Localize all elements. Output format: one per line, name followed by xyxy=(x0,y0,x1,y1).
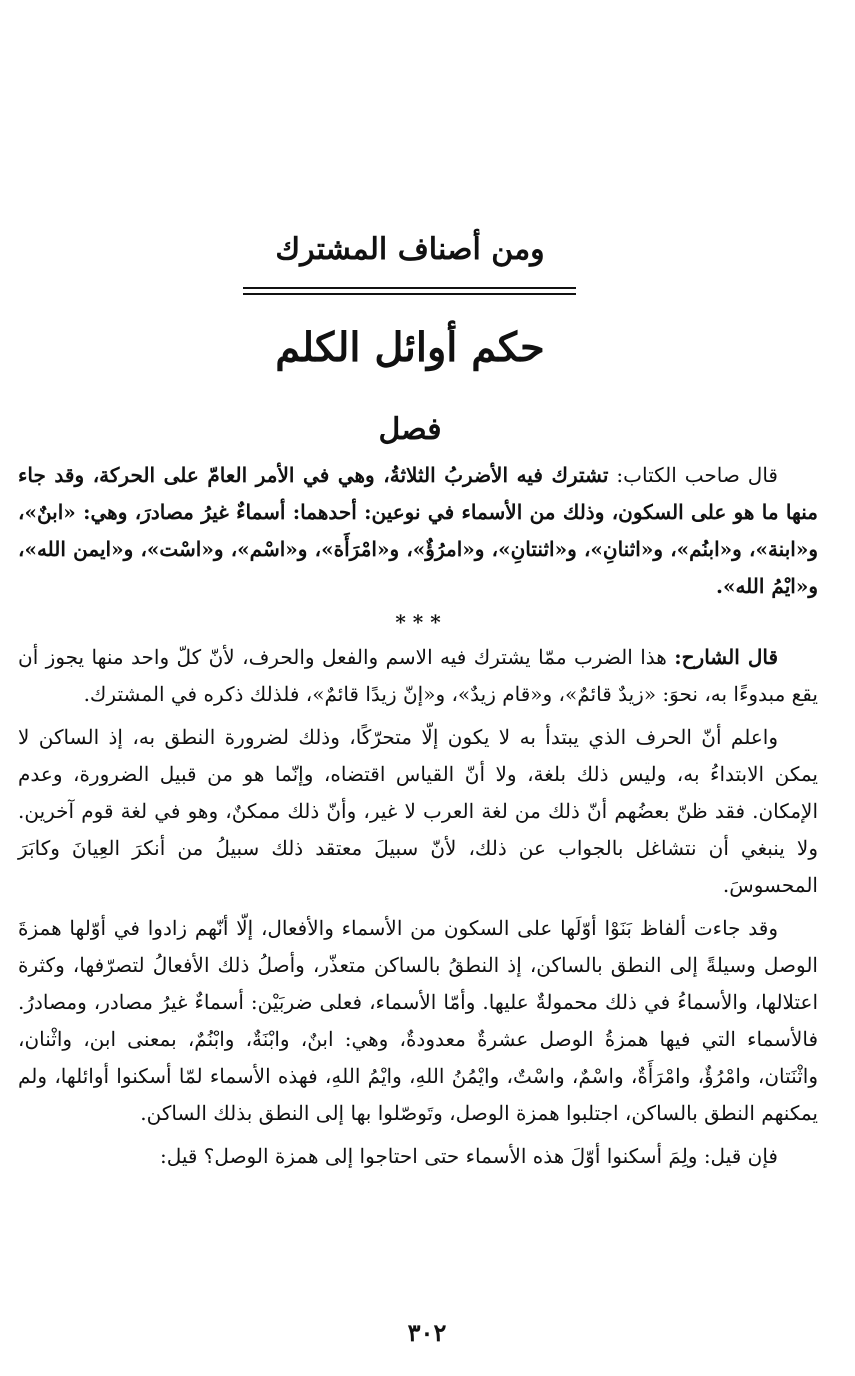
section-separator: * * * xyxy=(395,610,441,634)
section-heading: ومن أصناف المشترك xyxy=(275,232,545,267)
page-body xyxy=(18,457,818,1175)
matn-paragraph xyxy=(18,457,818,605)
body-paragraph: واعلم أنّ الحرف الذي يبتدأ به لا يكون إلّا متحرّكًا، وذلك لضرورة النطق به، إذ الساكن لا يمكن الابتداءُ به، وليس ذلك بلغة، ولا أنّ القياس اقتضاه، وإنّما هو من قبيل الضرورة، وعدم الإمكان. فقد ظنّ بعضُهم أنّ ذلك من لغة العرب لا غير، وأنّ ذلك ممكنٌ، وهو في لغة قوم آخرين. ولا ينبغي أن نتشاغل بالجواب عن ذلك، لأنّ سبيلَ معتقد ذلك سبيلُ من أنكرَ العِيانَ وكابَرَ المحسوسَ. xyxy=(18,725,818,897)
matn-text: تشترك فيه الأضربُ الثلاثةُ، وهي في الأمر العامّ على الحركة، وقد جاء منها ما هو على السكون، وذلك من الأسماء في نوعين: أحدهما: أسماءٌ غيرُ مصادرَ، وهي: «ابنٌ»، و«ابنة»، و«ابنُم»، و«اثنانِ»، و«اثنتانِ»، و«امرُؤٌ»، و«امْرَأَة»، و«اسْم»، و«اسْت»، و«ايمن الله»، و«ايْمُ الله». xyxy=(18,463,818,598)
double-rule-divider xyxy=(243,287,576,295)
page-number: ٣٠٢ xyxy=(407,1318,447,1347)
matn-intro: قال صاحب الكتاب: xyxy=(616,463,778,487)
fasl-heading: فصل xyxy=(378,412,442,447)
sharh-paragraph xyxy=(18,639,818,713)
body-paragraph: وقد جاءت ألفاظ بَنَوْا أوّلَها على السكون من الأسماء والأفعال، إلّا أنّهم زادوا في أوّلها همزةَ الوصل وسيلةً إلى النطق بالساكن، إذ النطقُ بالساكن متعذّر، وأصلُ ذلك الأفعالُ لتصرّفها، وكثرة اعتلالها، والأسماءُ في ذلك محمولةٌ عليها. وأمّا الأسماء، فعلى ضربَيْن: أسماءٌ غيرُ مصادر، ومصادرُ. فالأسماء التي فيها همزةُ الوصل عشرةٌ معدودةٌ، وهي: ابنٌ، وابْنَةٌ، وابْنُمٌ، بمعنى ابن، واثْنان، واثْنَتان، وامْرُؤٌ، وامْرَأَةٌ، واسْمٌ، واسْتٌ، وايْمُنُ اللهِ، وايْمُ اللهِ، فهذه الأسماء لمّا أسكنوا أوائلها، ولم يمكنهم النطق بالساكن، اجتلبوا همزة الوصل، وتَوصّلوا بها إلى النطق بذلك الساكن. xyxy=(18,916,818,1125)
body-paragraph: فإن قيل: ولِمَ أسكنوا أوّلَ هذه الأسماء حتى احتاجوا إلى همزة الوصل؟ قيل: xyxy=(159,1144,778,1168)
chapter-title: حكم أوائل الكلم xyxy=(275,324,545,371)
sharh-intro: قال الشارح: xyxy=(674,645,779,669)
sharh-text: هذا الضرب ممّا يشترك فيه الاسم والفعل والحرف، لأنّ كلّ واحد منها يجوز أن يقع مبدوءًا به، نحوَ: «زيدٌ قائمٌ»، و«قام زيدٌ»، و«إنّ زيدًا قائمٌ»، فلذلك ذكره في المشترك. xyxy=(18,645,818,706)
